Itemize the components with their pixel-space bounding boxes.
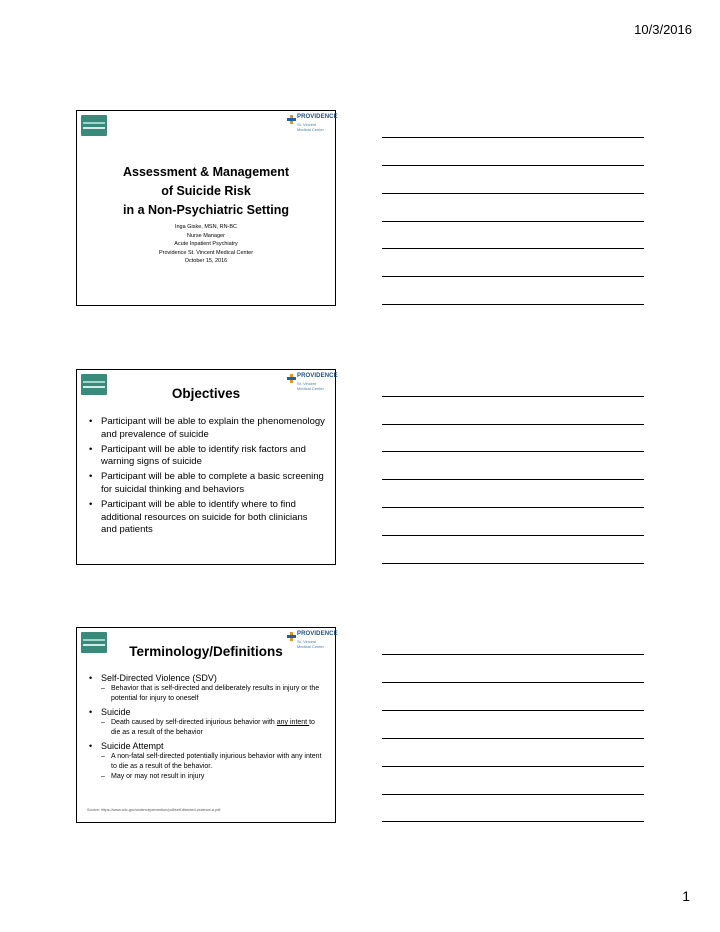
note-line: [382, 304, 644, 305]
author-role: Nurse Manager: [187, 232, 225, 239]
term-detail: – Behavior that is self-directed and deliberately results in injury or the potential for injury to oneself: [89, 684, 325, 703]
presentation-date: October 15, 2016: [184, 258, 228, 264]
note-line: [382, 794, 644, 795]
note-line: [382, 424, 644, 425]
note-line: [382, 710, 644, 711]
providence-logo-icon: PROVIDENCE St. Vincent Medical Center: [287, 373, 333, 395]
note-line: [382, 451, 644, 452]
list-item: • Participant will be able to identify where to find additional resources on suicide for both clinicians and patients: [89, 499, 325, 537]
author-organization: Providence St. Vincent Medical Center: [158, 249, 254, 256]
note-line: [382, 276, 644, 277]
page-number: 1: [682, 888, 690, 904]
slide-2-title: Objectives: [171, 386, 241, 401]
note-line: [382, 193, 644, 194]
author-department: Acute Inpatient Psychiatry: [174, 241, 238, 247]
term-sdv: • Self-Directed Violence (SDV): [89, 672, 325, 684]
note-line: [382, 221, 644, 222]
header-date: 10/3/2016: [634, 22, 692, 37]
note-line: [382, 535, 644, 536]
slide-terminology: [76, 627, 336, 823]
source-citation: Source: https://www.cdc.gov/violenceprevention/pdf/self-directed-violence-a.pdf: [87, 808, 221, 812]
term-suicide-attempt: • Suicide Attempt: [89, 740, 325, 752]
note-line: [382, 507, 644, 508]
note-line: [382, 396, 644, 397]
providence-logo-icon: PROVIDENCE St. Vincent Medical Center: [287, 631, 333, 653]
note-line: [382, 766, 644, 767]
list-item: • Participant will be able to explain the phenomenology and prevalence of suicide: [89, 416, 325, 442]
term-detail: – May or may not result in injury: [89, 772, 325, 782]
slide-objectives: [76, 369, 336, 565]
note-line: [382, 821, 644, 822]
slide-1-author-block: [77, 223, 335, 266]
note-line: [382, 479, 644, 480]
term-suicide: • Suicide: [89, 706, 325, 718]
note-line: [382, 137, 644, 138]
term-detail: – A non-fatal self-directed potentially injurious behavior with any intent to die as a result of the behavior.: [89, 752, 325, 771]
sisters-logo-icon: [81, 115, 107, 136]
note-line: [382, 165, 644, 166]
slide-3-title: Terminology/Definitions: [129, 644, 283, 659]
note-line: [382, 563, 644, 564]
note-line: [382, 248, 644, 249]
list-item: • Participant will be able to complete a basic screening for suicidal thinking and behaviors: [89, 471, 325, 497]
note-line: [382, 654, 644, 655]
slide-title: [76, 110, 336, 306]
objectives-list: [89, 416, 325, 539]
list-item: • Participant will be able to identify risk factors and warning signs of suicide: [89, 444, 325, 470]
slide-1-title: Assessment & Management of Suicide Risk in a Non-Psychiatric Setting: [122, 165, 290, 217]
author-name: Inga Giske, MSN, RN-BC: [174, 224, 238, 230]
term-detail: – Death caused by self-directed injurious behavior with any intent to die as a result of the behavior: [89, 718, 325, 737]
definitions-list: [89, 672, 325, 784]
providence-logo-icon: PROVIDENCE St. Vincent Medical Center: [287, 114, 333, 136]
note-line: [382, 682, 644, 683]
note-line: [382, 738, 644, 739]
